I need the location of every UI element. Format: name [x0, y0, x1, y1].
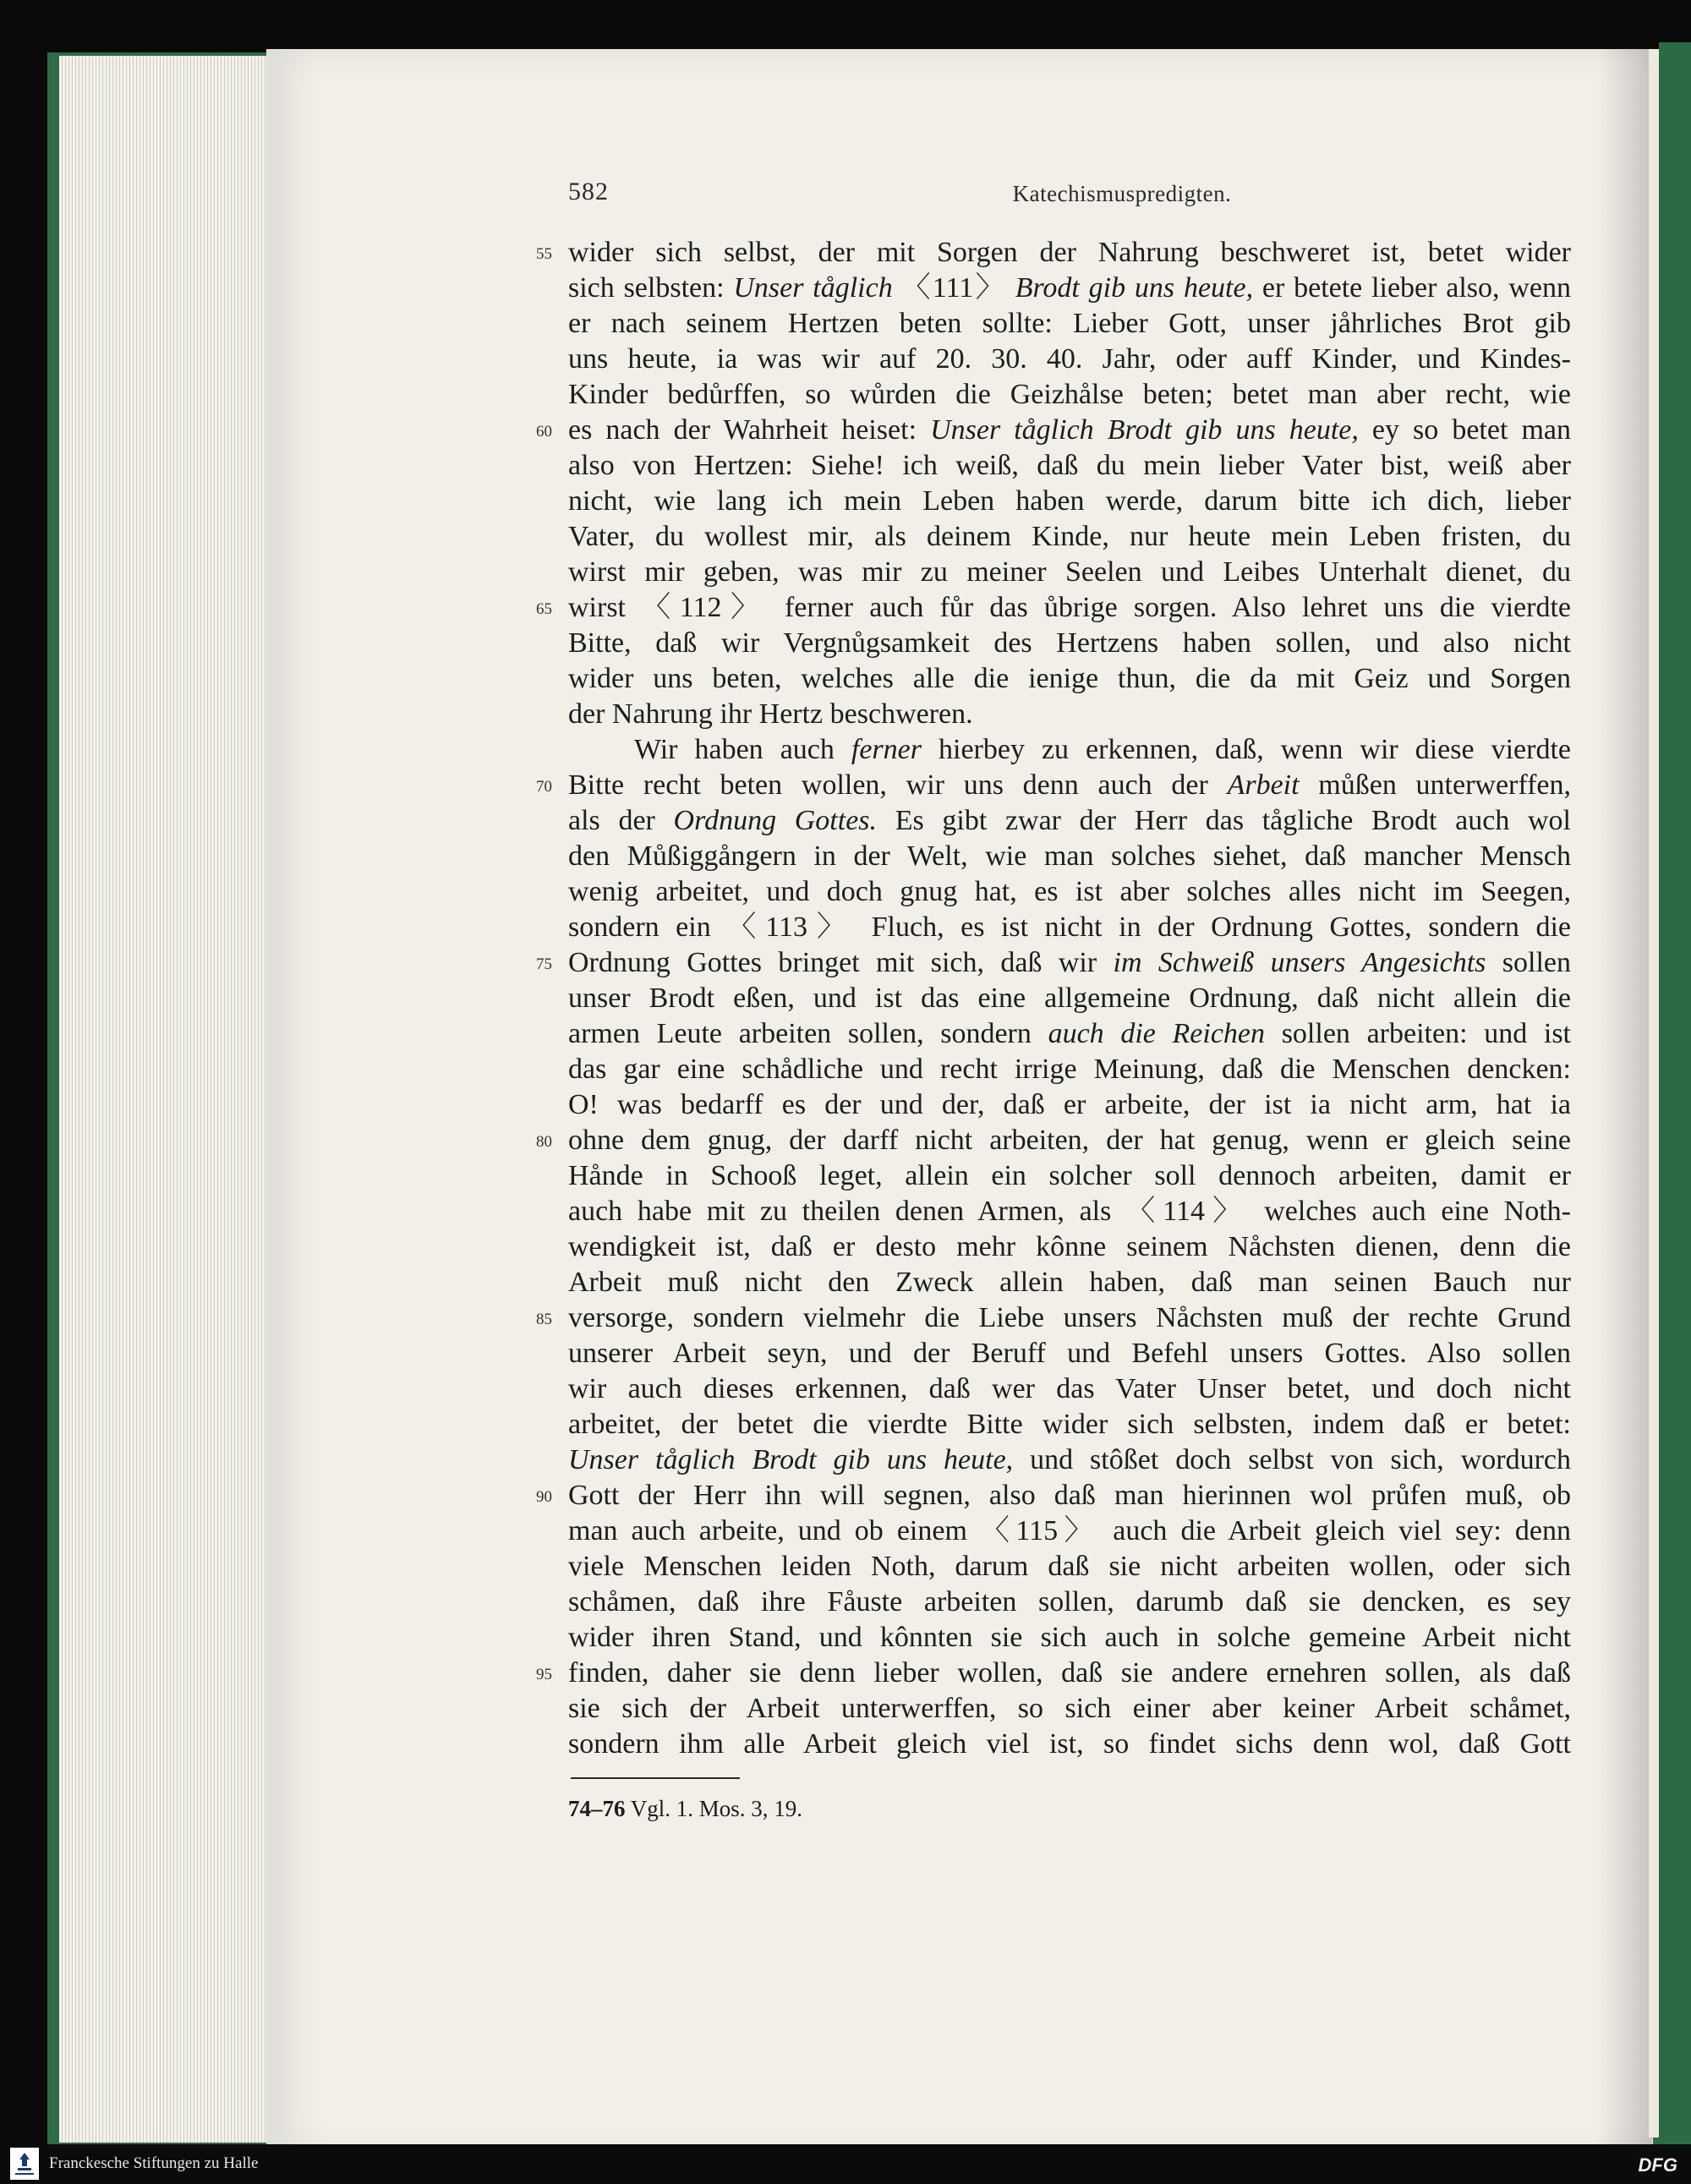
text-line [568, 1016, 1571, 1052]
line-text: und stôßet doch selbst von sich, wordurch [1013, 1444, 1572, 1475]
line-text: můßen unterwerffen, [1299, 769, 1571, 801]
line-text: der Nahrung ihr Hertz beschweren. [568, 698, 973, 730]
italic-text: Unser tåglich Brodt gib uns heute, [930, 414, 1359, 446]
italic-text: ferner [851, 734, 922, 765]
page-edges [59, 56, 296, 2143]
line-text: es nach der Wahrheit heiset: [568, 414, 931, 446]
running-title: Katechismuspredigten. [1012, 181, 1232, 206]
text-line [568, 1371, 1571, 1407]
line-number: 95 [536, 1666, 552, 1683]
text-line [536, 1123, 1571, 1158]
text-line [568, 1549, 1571, 1585]
line-text: Kinder bedůrffen, so wůrden die Geizhålse beten; betet man aber recht, wie [568, 379, 1571, 410]
line-text: finden, daher sie denn lieber wollen, daß sie andere ernehren sollen, als daß [568, 1657, 1571, 1689]
footer-brand-logo: DFG [1638, 2154, 1677, 2176]
line-text: Bitte recht beten wollen, wir uns denn auch der [568, 769, 1228, 801]
text-line [536, 945, 1571, 981]
text-line [568, 377, 1571, 413]
text-line [536, 235, 1571, 271]
italic-text: Brodt gib uns heute, [1015, 272, 1254, 304]
italic-text: im Schweiß unsers Angesichts [1113, 947, 1486, 978]
line-text: wider uns beten, welches alle die ienige thun, die da mit Geiz und Sorgen [568, 663, 1571, 694]
line-text: hierbey zu erkennen, daß, wenn wir diese vierdte [921, 734, 1571, 765]
line-text: uns heute, ia was wir auf 20. 30. 40. Jahr, oder auff Kinder, und Kindes- [568, 343, 1571, 375]
line-text: wendigkeit ist, daß er desto mehr kônne seinem Nåchsten dienen, denn die [568, 1231, 1571, 1262]
text-line [536, 413, 1571, 448]
line-number: 85 [536, 1311, 552, 1328]
line-text: unserer Arbeit seyn, und der Beruff und Befehl unsers Gottes. Also sollen [568, 1338, 1571, 1369]
text-line [568, 342, 1571, 377]
line-text: man auch arbeite, und ob einem 〈115〉 auch die Arbeit gleich viel sey: denn [568, 1515, 1571, 1546]
line-text: Es gibt zwar der Herr das tågliche Brodt auch wol [877, 805, 1571, 836]
text-line [568, 1229, 1571, 1265]
line-text: wider ihren Stand, und kônnten sie sich auch in solche gemeine Arbeit nicht [568, 1622, 1571, 1653]
gutter-shadow [1598, 49, 1652, 2154]
text-line [568, 1442, 1571, 1478]
line-text: ohne dem gnug, der darff nicht arbeiten, der hat genug, wenn er gleich seine [568, 1125, 1571, 1156]
line-text: schåmen, daß ihre Fåuste arbeiten sollen, darumb daß sie dencken, es sey [568, 1586, 1571, 1617]
text-line [568, 874, 1571, 910]
footer-institution-label: Franckesche Stiftungen zu Halle [49, 2154, 259, 2172]
facing-page-edge [1649, 49, 1659, 2137]
line-text: Bitte, daß wir Vergnůgsamkeit des Hertzens haben sollen, und also nicht [568, 627, 1571, 659]
text-line [568, 910, 1571, 945]
line-text: Vater, du wollest mir, als deinem Kinde, nur heute mein Leben fristen, du [568, 521, 1571, 552]
line-text: Gott der Herr ihn will segnen, also daß man hierinnen wol průfen muß, ob [568, 1480, 1571, 1511]
text-line [568, 1336, 1571, 1371]
line-text: wenig arbeitet, und doch gnug hat, es ist aber solches alles nicht im Seegen, [568, 876, 1571, 907]
line-text: sie sich der Arbeit unterwerffen, so sich einer aber keiner Arbeit schåmet, [568, 1693, 1571, 1724]
text-line [536, 590, 1571, 626]
body-text [536, 235, 1572, 1762]
italic-text: Unser tåglich [733, 272, 893, 304]
page-number: 582 [568, 178, 609, 205]
line-number: 80 [536, 1133, 552, 1151]
line-text: er betete lieber also, wenn [1253, 272, 1571, 304]
line-number: 75 [536, 955, 552, 973]
italic-text: Ordnung Gottes. [673, 805, 878, 836]
text-line [568, 661, 1571, 697]
italic-text: Arbeit [1227, 769, 1300, 801]
line-text: ey so betet man [1358, 414, 1571, 446]
running-head [568, 178, 1553, 220]
line-text: Wir haben auch [634, 734, 851, 765]
text-line [568, 1407, 1571, 1442]
line-text: sollen arbeiten: und ist [1265, 1018, 1571, 1049]
text-line [568, 448, 1571, 484]
text-line [568, 271, 1571, 306]
footnote-text: Vgl. 1. Mos. 3, 19. [625, 1796, 803, 1821]
text-line [568, 1691, 1571, 1727]
text-line [568, 1158, 1571, 1194]
text-line [568, 1265, 1571, 1300]
line-text: sondern ein 〈113〉 Fluch, es ist nicht in der Ordnung Gottes, sondern die [568, 911, 1571, 943]
text-line [536, 1656, 1571, 1691]
line-text: auch habe mit zu theilen denen Armen, als 〈114〉 welches auch eine Noth- [568, 1196, 1571, 1227]
italic-text: Unser tåglich Brodt gib uns heute, [568, 1444, 1014, 1475]
institution-logo-icon [10, 2148, 39, 2180]
footnote-reference: 74–76 [568, 1796, 626, 1821]
text-line [536, 1478, 1571, 1513]
text-line [568, 1087, 1571, 1123]
line-text: armen Leute arbeiten sollen, sondern [568, 1018, 1048, 1049]
line-text: das gar eine schådliche und recht irrige Meinung, daß die Menschen dencken: [568, 1054, 1571, 1085]
line-text: den Můßiggångern in der Welt, wie man solches siehet, daß mancher Mensch [568, 840, 1571, 872]
line-text: sondern ihm alle Arbeit gleich viel ist, so findet sichs denn wol, daß Gott [568, 1728, 1571, 1760]
line-text: arbeitet, der betet die vierdte Bitte wider sich selbsten, indem daß er betet: [568, 1409, 1571, 1440]
text-line [568, 1194, 1571, 1229]
text-line [568, 519, 1571, 555]
text-line [568, 306, 1571, 342]
line-text: Hånde in Schooß leget, allein ein solcher soll dennoch arbeiten, damit er [568, 1160, 1571, 1191]
line-text: O! was bedarff es der und der, daß er arbeite, der ist ia nicht arm, hat ia [568, 1089, 1571, 1120]
line-text: sollen [1486, 947, 1571, 978]
line-text: unser Brodt eßen, und ist das eine allgemeine Ordnung, daß nicht allein die [568, 983, 1571, 1014]
footnote-rule [571, 1777, 740, 1779]
text-line [568, 1620, 1571, 1656]
text-line [536, 1300, 1571, 1336]
line-text: wirst mir geben, was mir zu meiner Seelen und Leibes Unterhalt dienet, du [568, 556, 1571, 588]
text-line [536, 768, 1571, 803]
line-text: wirst 〈112〉 ferner auch fůr das ůbrige sorgen. Also lehret uns die vierdte [568, 592, 1571, 623]
text-line [568, 732, 1571, 768]
line-text: sich selbsten: [568, 272, 734, 304]
text-line [568, 555, 1571, 590]
text-line [568, 697, 1571, 732]
line-text: nicht, wie lang ich mein Leben haben werde, darum bitte ich dich, lieber [568, 485, 1571, 517]
line-text: Ordnung Gottes bringet mit sich, daß wir [568, 947, 1114, 978]
book-cover-right [1659, 42, 1691, 2139]
italic-text: auch die Reichen [1048, 1018, 1266, 1049]
line-text: versorge, sondern vielmehr die Liebe unsers Nåchsten muß der rechte Grund [568, 1302, 1571, 1333]
line-number: 90 [536, 1488, 552, 1506]
text-line [568, 484, 1571, 519]
text-line [568, 803, 1571, 839]
line-text: viele Menschen leiden Noth, darum daß sie nicht arbeiten wollen, oder sich [568, 1551, 1571, 1582]
text-line [568, 981, 1571, 1016]
line-text: wir auch dieses erkennen, daß wer das Vater Unser betet, und doch nicht [568, 1373, 1571, 1404]
text-line [568, 1585, 1571, 1620]
line-text: als der [568, 805, 674, 836]
text-line [568, 1052, 1571, 1087]
text-line [568, 1513, 1571, 1549]
footnote [568, 1796, 802, 1822]
line-text: Arbeit muß nicht den Zweck allein haben, daß man seinen Bauch nur [568, 1267, 1571, 1298]
line-text: wider sich selbst, der mit Sorgen der Nahrung beschweret ist, betet wider [568, 237, 1571, 268]
text-line [568, 626, 1571, 661]
line-number: 65 [536, 600, 552, 618]
line-number: 70 [536, 778, 552, 796]
line-number: 60 [536, 423, 552, 441]
line-text: also von Hertzen: Siehe! ich weiß, daß du mein lieber Vater bist, weiß aber [568, 450, 1571, 481]
line-text: er nach seinem Hertzen beten sollte: Lieber Gott, unser jåhrliches Brot gib [568, 308, 1571, 339]
line-number: 55 [536, 245, 552, 263]
line-text: 〈111〉 [892, 272, 1015, 304]
text-line [568, 1727, 1571, 1762]
text-line [568, 839, 1571, 874]
